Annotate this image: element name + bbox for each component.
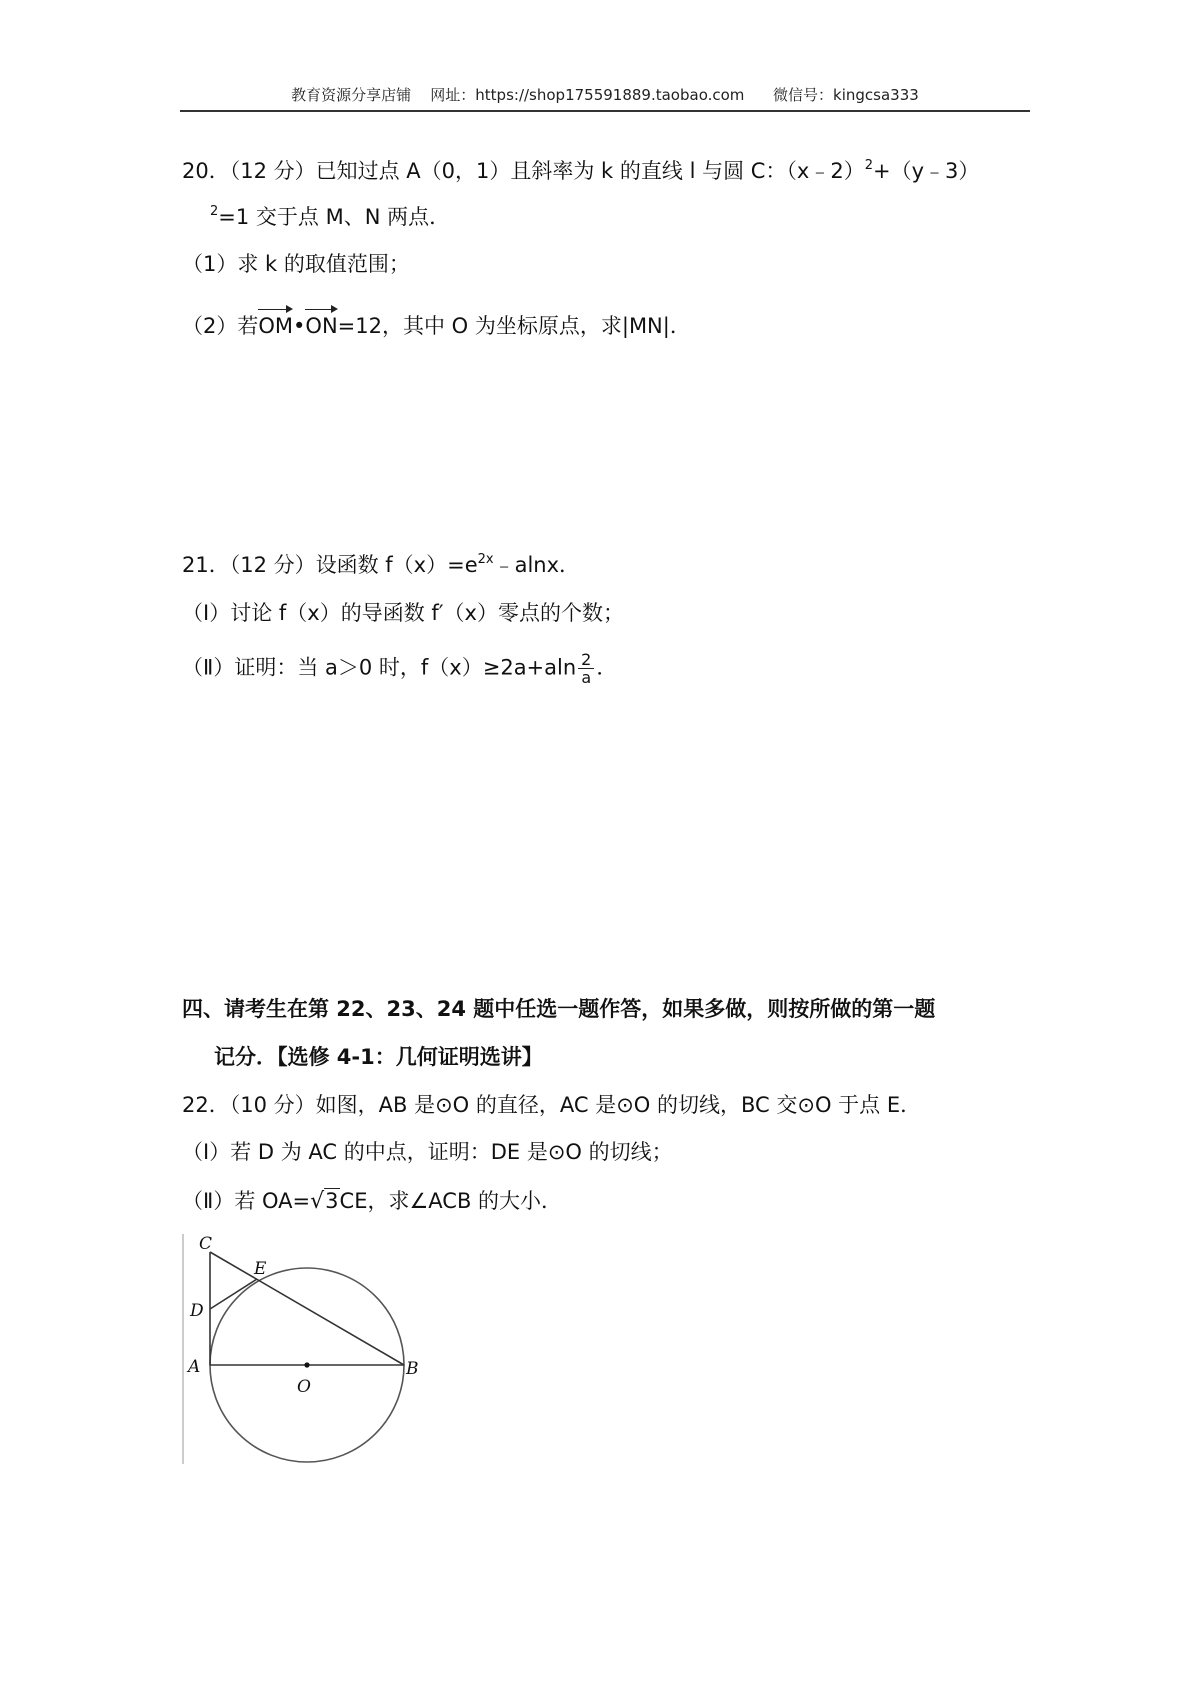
label-a: A: [188, 1357, 201, 1377]
q21-stem-end: ﹣alnx．: [493, 553, 581, 577]
section4-heading-line1: 四、请考生在第 22、23、24 题中任选一题作答，如果多做，则按所做的第一题: [182, 997, 936, 1021]
q20-part1: （1）求 k 的取值范围；: [182, 252, 410, 276]
shop-url[interactable]: https://shop175591889.taobao.com: [475, 86, 745, 104]
sqrt-3: [310, 1187, 339, 1216]
q20-stem-end: =1 交于点 M、N 两点．: [218, 205, 451, 229]
header-rule: [180, 110, 1030, 112]
shop-name: 教育资源分享店铺: [291, 86, 412, 104]
q20-part2: [182, 308, 691, 340]
q22-line1: 22．（10 分）如图，AB 是⊙O 的直径，AC 是⊙O 的切线，BC 交⊙O 于点 E．: [182, 1093, 922, 1117]
label-b: B: [406, 1359, 419, 1379]
center-point-o: [304, 1362, 309, 1367]
section4-heading-line2: 记分．【选修 4-1：几何证明选讲】: [214, 1045, 543, 1069]
label-o: O: [297, 1377, 311, 1397]
q22-part2: [182, 1187, 562, 1216]
q21-line1: [182, 551, 580, 579]
circle-tangent-diagram: [180, 1232, 420, 1467]
vector-om: OM: [258, 308, 293, 340]
q21-part2-post: ．: [596, 655, 618, 680]
q21-stem: 21．（12 分）设函数 f（x）=e: [182, 553, 478, 577]
segment-de: [210, 1279, 257, 1309]
wechat-label: 微信号：: [773, 86, 834, 104]
q20-stem-tail: +（y﹣3）: [872, 159, 980, 183]
q22-part2-post: CE，求∠ACB 的大小．: [339, 1189, 563, 1213]
q21-part2: [182, 651, 617, 686]
q22-part2-pre: （Ⅱ）若 OA=: [182, 1189, 311, 1213]
q20-stem: 20．（12 分）已知过点 A（0，1）且斜率为 k 的直线 l 与圆 C：（x﹣2）: [182, 159, 865, 183]
fraction-2-over-a: [578, 651, 594, 686]
q20-exponent1: 2: [864, 158, 873, 173]
sqrt-radicand: 3: [325, 1189, 339, 1213]
q20-line2: [210, 203, 450, 231]
q21-exponent: 2x: [477, 552, 494, 567]
q20-exponent2: 2: [210, 204, 219, 219]
q22-part1: （Ⅰ）若 D 为 AC 的中点，证明：DE 是⊙O 的切线；: [182, 1140, 673, 1164]
q20-part2-post: =12，其中 O 为坐标原点，求|MN|．: [337, 314, 691, 338]
q21-part1: （Ⅰ）讨论 f（x）的导函数 f′（x）零点的个数；: [182, 601, 624, 625]
wechat-id: kingcsa333: [833, 86, 919, 104]
label-c: C: [199, 1234, 213, 1254]
segment-cb: [210, 1252, 404, 1365]
label-e: E: [254, 1259, 267, 1279]
dot-product-sign: •: [293, 314, 306, 338]
url-label: 网址：: [430, 86, 476, 104]
sqrt-sign: √: [310, 1189, 325, 1214]
geometry-figure: [180, 1232, 420, 1467]
fraction-numerator: 2: [578, 651, 594, 669]
page-header: [180, 84, 1030, 105]
q21-part2-pre: （Ⅱ）证明：当 a＞0 时，f（x）≥2a+aln: [182, 655, 577, 680]
q20-part2-pre: （2）若: [182, 314, 259, 338]
vector-on: ON: [305, 308, 337, 340]
fraction-denominator: a: [581, 668, 592, 687]
label-d: D: [190, 1301, 204, 1321]
q20-line1: [182, 157, 979, 185]
